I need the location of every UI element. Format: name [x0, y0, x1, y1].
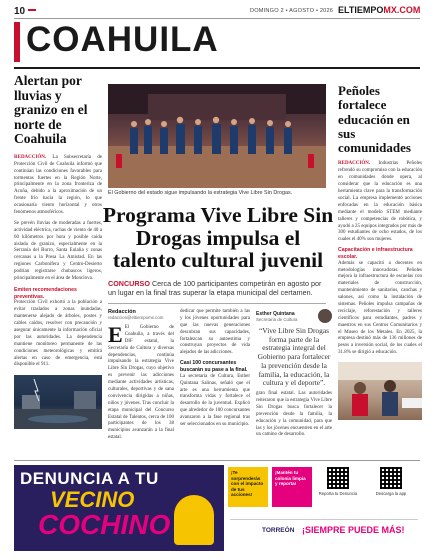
quote-author-avatar: [318, 309, 332, 323]
right-headline[interactable]: Peñoles fortalece educación en sus comunidades: [338, 83, 411, 156]
section-rule: [14, 67, 420, 69]
main-byline: [108, 309, 174, 320]
ad-divider: [230, 519, 418, 520]
storm-street-photo: [14, 375, 102, 429]
right-paragraph-1: Industrias Peñoles refrendó su compromiso con la educación en comunidades donde opera, al considerar que la educación es una herramienta clave para la transformación social. La empresa implementó acciones enfocadas en la educación básica mediante el modelo STEM mediante talleres y competencias de robótica, y ayudó a 25 equipos integrados por más de 300 estudiantes de ocho estados, de los cuales el 40% son mujeres.: [338, 161, 423, 243]
section-accent-bar: [14, 22, 20, 62]
left-story: [14, 74, 102, 429]
ad-qr-2[interactable]: [366, 467, 416, 496]
main-photo: [108, 84, 326, 188]
left-paragraph: [14, 155, 102, 217]
photo-caption: El Gobierno del estado sigue impulsando la estrategia Vive Libre Sin Drogas.: [108, 190, 293, 196]
deck-text: Cerca de 100 participantes competirán en agosto por un lugar en la final tras superar la etapa municipal del certamen.: [108, 279, 322, 297]
byline-name: Redacción: [108, 309, 136, 315]
drop-cap: E: [108, 322, 123, 347]
ad-promo-1: [228, 467, 268, 507]
ad-slogan: ¡SIEMPRE PUEDE MÁS!: [302, 525, 405, 535]
brand-suffix: MX.COM: [383, 5, 421, 15]
ad-headline-2: VECINO: [50, 487, 135, 512]
main-col-1-body: El Gobierno de Coahuila, a través del DIF estatal, la Secretaría de Cultura y diversas dependencias, continúa impulsando la estrategia Vive Libre Sin Drogas, cuyo objetivo es prevenir las adicciones mediante actividades artísticas, culturales, deportivas y de sana convivencia dirigidas a niñas, niños y jóvenes. Tras concluir la etapa municipal del Concurso Estatal de Talentos, cerca de 100 participantes de los 38 municipios avanzarán a la final estatal.: [108, 325, 174, 441]
page-number: 10: [14, 6, 26, 17]
quote-author-role: Secretaria de Cultura: [256, 316, 298, 322]
ad-promo-2: [272, 467, 312, 507]
ad-qr-1-label: Reporta tu Denuncia: [318, 491, 358, 496]
ad-qr-1[interactable]: [318, 467, 358, 496]
section-title: COAHUILA: [26, 20, 219, 59]
stage-event-photo: [108, 84, 326, 188]
right-photo: [338, 362, 422, 420]
ad-mascot: [174, 495, 214, 545]
main-col-3-text: gran final estatal. Las autoridades reiteraron que la estrategia Vive Libre Sin Drogas busca fortalecer la prevención desde la familia, la educación y la comunidad, para que las y los jóvenes encuentren en el arte un camino de desarrollo.: [256, 391, 332, 438]
advertisement[interactable]: [14, 460, 420, 552]
main-subhead: Casi 100 concursantes buscarán su pase a la final.: [180, 360, 248, 373]
left-paragraph-3: Protección Civil exhortó a la población a evitar traslados a zonas inundadas, mantenerse alejado de árboles, postes y cables caídos, resolver con precaución y asegurar únicamente la información oficial por las autoridades. La dependencia mantiene monitoreo permanente de las condiciones meteorológicas y emitirá alertas en caso de emergencia, está disponible el 911.: [14, 300, 102, 368]
main-col-2b-text: La secretaria de Cultura, Esther Quintana Salinas, señaló que el arte es una herramienta que transforma vidas y fortalece el desarrollo de la juventud. Explicó que alrededor de 100 concursantes avanzaron a la fase regional tras ser seleccionados en su municipio.: [180, 373, 250, 427]
brand-logo[interactable]: [338, 5, 420, 15]
ad-qr-2-label: Descarga la app: [375, 491, 407, 496]
quote-author-name: Esther Quintana: [256, 310, 295, 317]
main-col-2-text: dedicar que permite también a las y los jóvenes oportunidades para que las nuevas generaciones descubran sus capacidades, fortalezcan su autoestima y construyan proyectos de vida alejados de las adicciones.: [180, 309, 250, 356]
ad-headline-1: DENUNCIA A TU: [20, 469, 159, 488]
left-paragraph-1: La Subsecretaría de Protección Civil de Coahuila informó que continúan las condiciones favorables para tormentas fuertes en la Región Norte, principalmente en la zona fronteriza de Acuña, debido a la aproximación de un frente frío hacia la región, lo que ocasionaría viento horizontal y otros fenómenos atmosféricos.: [14, 154, 102, 216]
main-col-3: [256, 309, 332, 439]
left-subhead: Emiten recomendaciones preventivas.: [14, 286, 77, 300]
qr-code-icon[interactable]: [327, 467, 349, 489]
ad-headline-3: COCHINO: [38, 509, 171, 540]
right-story: [338, 84, 422, 420]
main-col-1: [108, 322, 174, 442]
left-photo: [14, 375, 102, 429]
left-byline-tag: REDACCIÓN.: [14, 154, 47, 160]
right-paragraph-2: Además se capacitó a docentes en metodologías innovadoras. Peñoles mejora la infraestructura de escuelas con materiales de construcción, mantenimiento de sanitarios, canchas y salones, así como la instalación de sistemas. Peñoles impulsa campañas de reciclaje, reforestación y talleres científicos para estudiantes, padres y maestros en sus Centros Comunitarios y el Museo de los Metales. En 2025, la empresa destinó más de 136 millones de pesos a inversión social, de los cuales el 31.8% se dirigió a educación.: [338, 260, 422, 356]
ad-left-panel: [14, 465, 224, 551]
right-paragraph: [338, 161, 422, 244]
ad-promo-1-text: ¡Te sorprenderás con el impacto de tus acciones!: [231, 470, 264, 497]
ad-promo-2-text: ¡Mantén tu colonia limpia y reporta!: [275, 470, 306, 486]
brand-main: ELTIEMPO: [338, 5, 384, 15]
byline-email[interactable]: redaccion@eltiempomx.com: [108, 315, 164, 320]
date-line: DOMINGO 2 • AGOSTO • 2026: [250, 8, 334, 14]
main-col-1-text: [108, 322, 174, 442]
right-subhead: Capacitación e infraestructura escolar.: [338, 247, 413, 260]
deck-rule: [108, 303, 326, 304]
qr-code-icon[interactable]: [380, 467, 402, 489]
quote-author: [256, 309, 332, 323]
left-paragraph-2: Se prevén lluvias de moderadas a fuertes, actividad eléctrica, rachas de viento de 40 a 60 kilómetros por hora y posible caída aislada de granizo, especialmente en la Serranía del Burro, Santa Eulalia y zonas cercanas a la Presa La Amistad. En las regiones Carbonífera y Centro-Desierto podrían registrarse chubascos ligeros, principalmente en el área de Monclova.: [14, 220, 102, 282]
main-deck: [108, 280, 326, 297]
main-col-2: [180, 309, 250, 429]
classroom-photo: [338, 362, 422, 420]
pull-quote: “Vive Libre Sin Drogas forma parte de la estrategia integral del Gobierno para fortalecer la prevención desde la familia, la educación, la cultura y el deporte”.: [257, 326, 331, 388]
main-headline[interactable]: Programa Vive Libre Sin Drogas impulsa el talento cultural juvenil: [102, 203, 334, 273]
deck-label: CONCURSO: [108, 279, 150, 288]
page-number-accent: [28, 9, 36, 11]
top-rule: [14, 18, 420, 19]
right-byline-tag: REDACCIÓN.: [338, 161, 371, 167]
left-headline[interactable]: Alertan por lluvias y granizo en el norte de Coahuila: [14, 73, 88, 147]
ad-city: TORREÓN: [262, 527, 295, 534]
